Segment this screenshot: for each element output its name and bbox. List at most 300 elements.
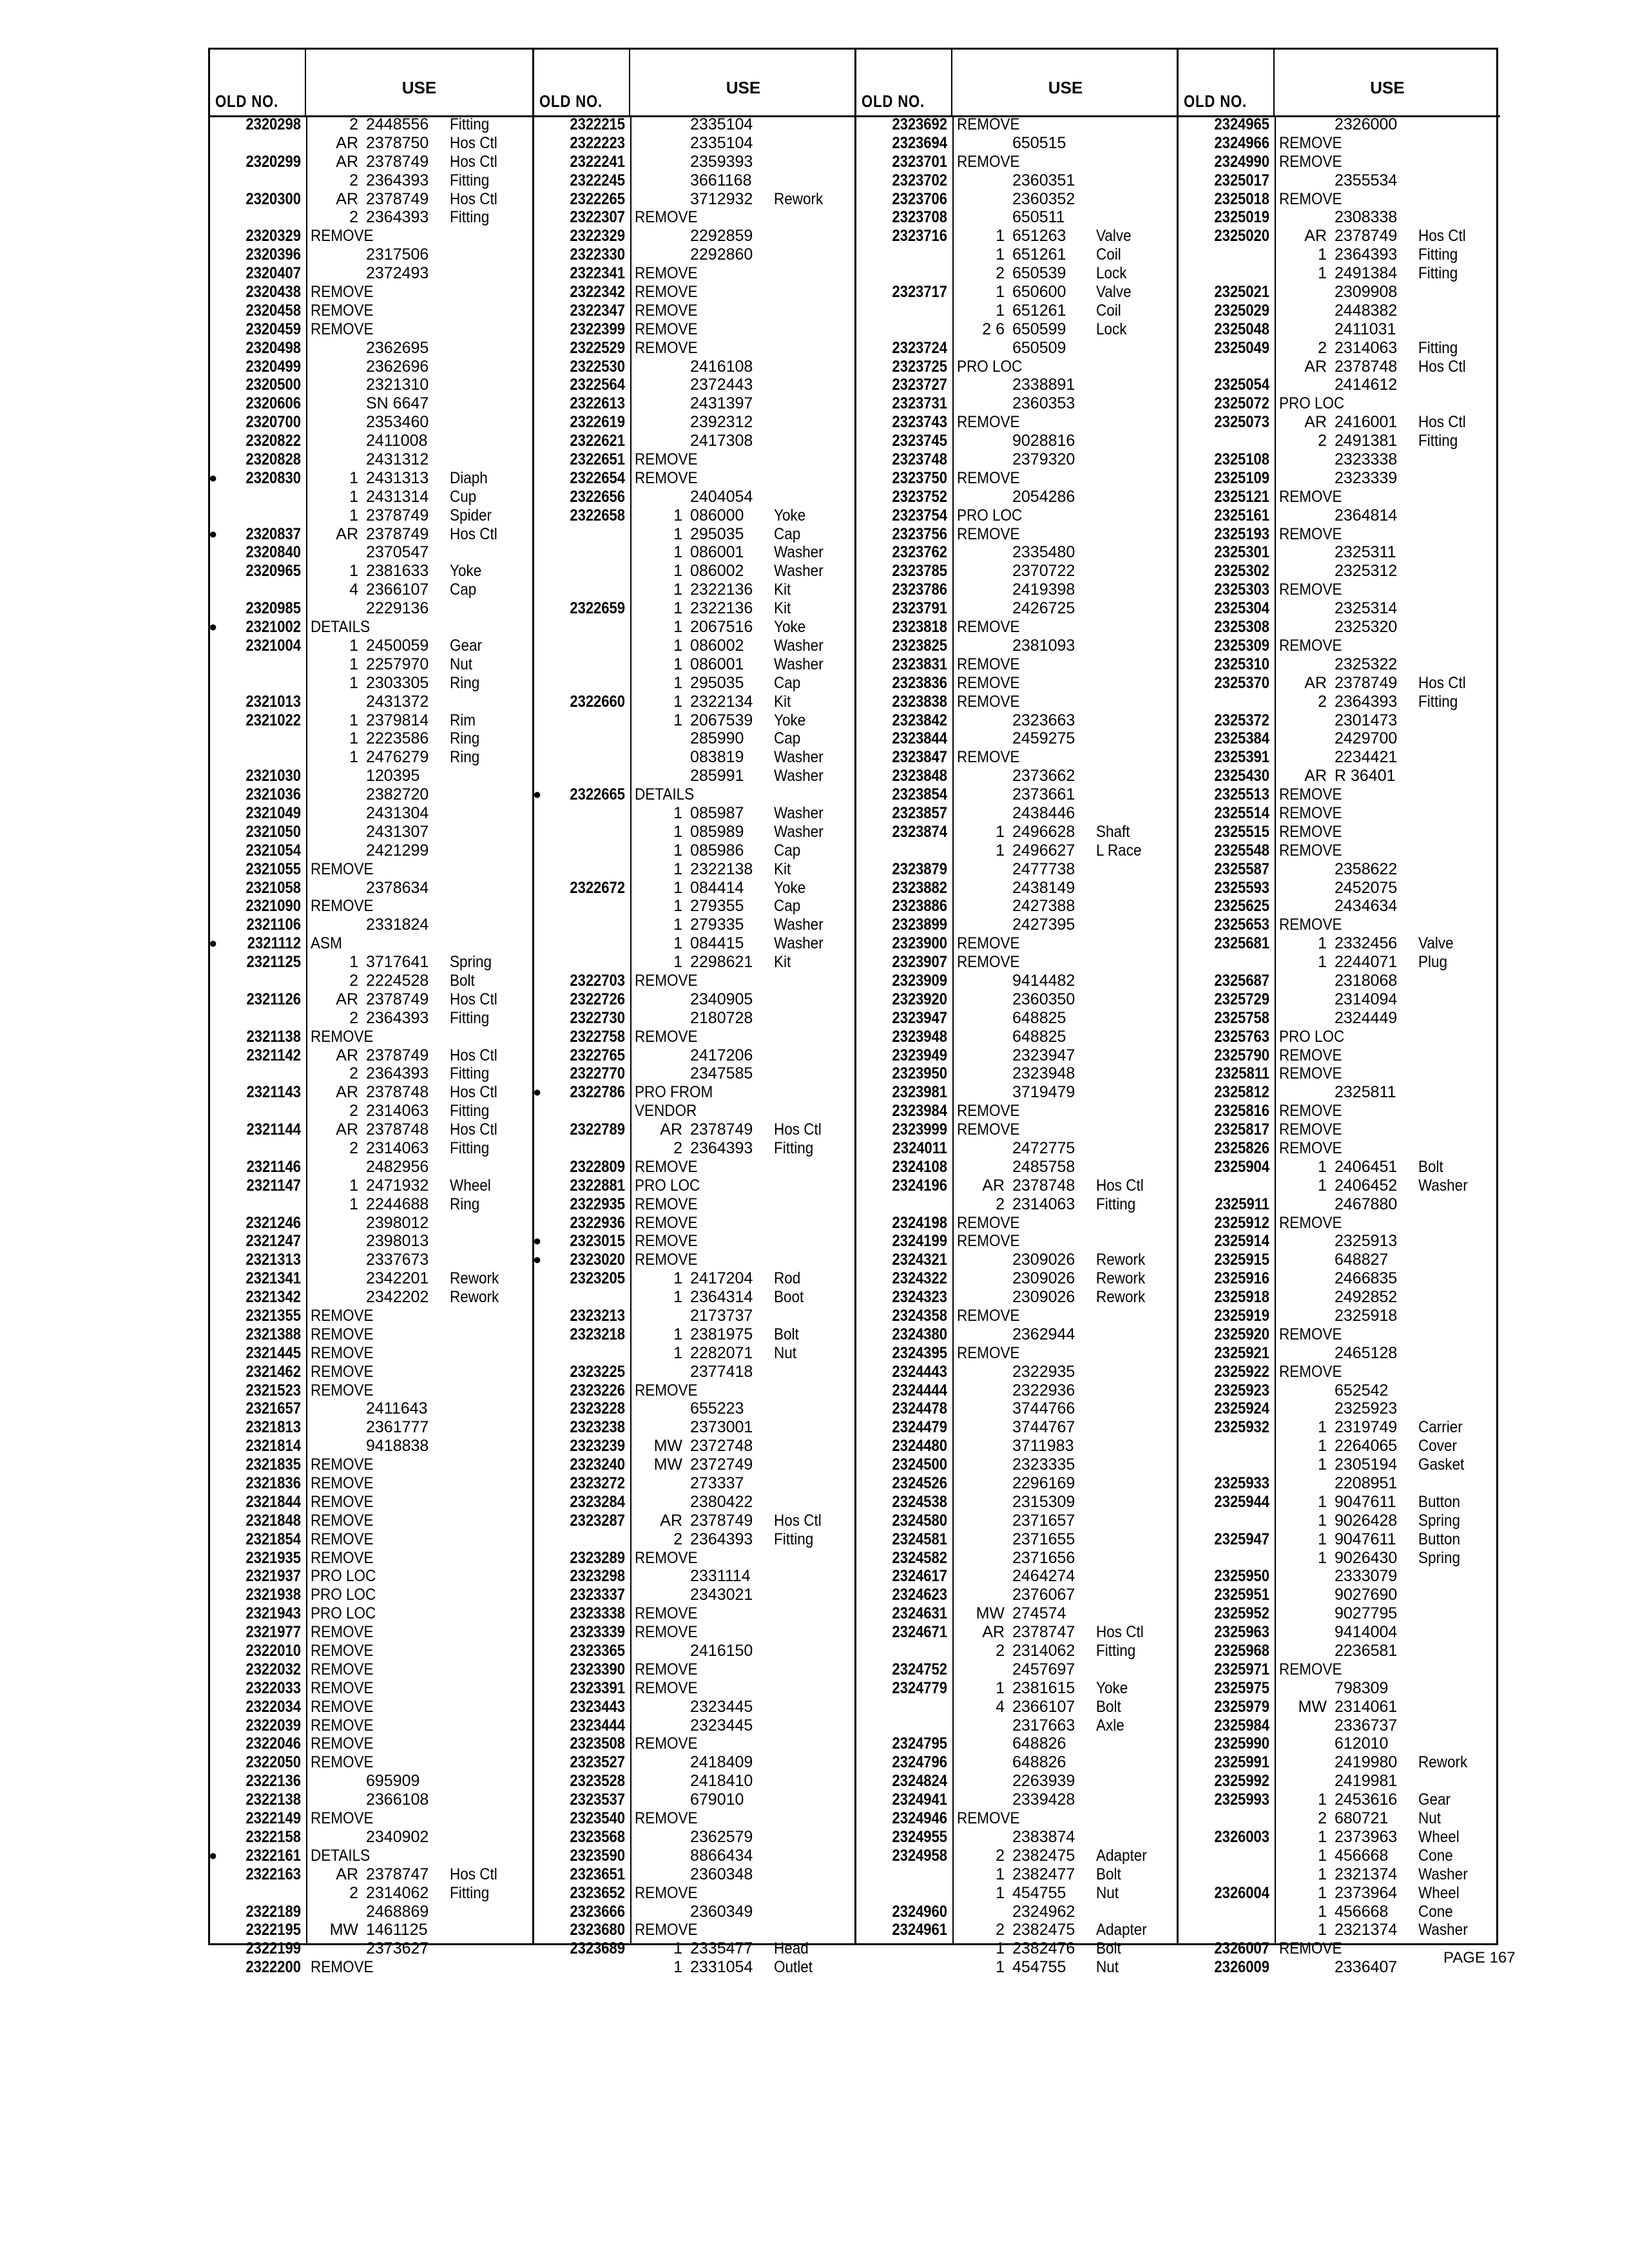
- quantity: 4: [996, 1697, 1005, 1716]
- quantity: 2: [996, 1642, 1005, 1660]
- old-number: 2321943: [246, 1604, 301, 1623]
- table-row: [210, 469, 532, 488]
- old-number: 2323540: [570, 1809, 625, 1828]
- old-number: 2325963: [1214, 1623, 1269, 1642]
- table-row: [534, 1399, 856, 1418]
- replacement-part-number: 2448382: [1335, 301, 1398, 320]
- table-row: [1179, 227, 1500, 245]
- table-row: [856, 1214, 1179, 1233]
- replacement-part-number: 648825: [1012, 1008, 1066, 1027]
- replacement-part-number: 2318068: [1335, 971, 1398, 990]
- replacement-part-number: 2301473: [1335, 711, 1398, 729]
- table-row: [534, 1809, 856, 1828]
- old-number: 2325193: [1214, 524, 1269, 543]
- part-description: Spider: [450, 506, 492, 524]
- replacement-part-number: 2296169: [1012, 1474, 1075, 1493]
- table-row: [1179, 1307, 1500, 1325]
- old-number: 2321835: [246, 1456, 301, 1474]
- replacement-part-number: 2448556: [366, 115, 429, 133]
- action-word: REMOVE: [1279, 803, 1342, 822]
- table-row: [534, 1623, 856, 1642]
- old-number: 2323909: [892, 971, 947, 990]
- table-row: [1179, 1921, 1500, 1939]
- table-row: [856, 1586, 1179, 1604]
- part-description: Valve: [1418, 934, 1454, 953]
- old-number: 2322672: [570, 878, 625, 897]
- table-row: [534, 1158, 856, 1177]
- quantity: 1: [673, 1958, 682, 1977]
- table-row: [856, 655, 1179, 674]
- table-row: [534, 171, 856, 190]
- table-row: [856, 693, 1179, 711]
- table-row: [856, 432, 1179, 450]
- old-number: 2321836: [246, 1474, 301, 1493]
- old-number: 2322619: [570, 413, 625, 432]
- old-number: 2320837: [246, 524, 301, 543]
- part-description: Kit: [774, 860, 791, 878]
- replacement-part-number: 3744766: [1012, 1399, 1075, 1418]
- table-row: [856, 488, 1179, 506]
- old-number: 2325072: [1214, 394, 1269, 413]
- old-number: 2324958: [892, 1846, 947, 1865]
- part-description: Hos Ctl: [1418, 227, 1466, 245]
- action-word: REMOVE: [311, 320, 374, 338]
- table-row: [534, 1828, 856, 1847]
- replacement-part-number: 2466835: [1335, 1269, 1398, 1288]
- old-number: 2323590: [570, 1846, 625, 1865]
- replacement-part-number: 2208951: [1335, 1474, 1398, 1493]
- action-word: REMOVE: [1279, 1046, 1342, 1064]
- column-2: [532, 50, 856, 1977]
- table-row: [856, 1679, 1179, 1698]
- old-number: 2322399: [570, 320, 625, 338]
- replacement-part-number: 086002: [690, 636, 744, 655]
- table-row: [210, 543, 532, 562]
- action-word: REMOVE: [311, 1753, 374, 1772]
- replacement-part-number: 2376067: [1012, 1586, 1075, 1604]
- old-number: 2325991: [1214, 1753, 1269, 1772]
- quantity: 1: [673, 711, 682, 729]
- replacement-part-number: 3717641: [366, 953, 429, 972]
- replacement-part-number: 2322136: [690, 599, 753, 618]
- replacement-part-number: 2431313: [366, 468, 429, 487]
- action-word: REMOVE: [311, 1660, 374, 1678]
- replacement-part-number: 085986: [690, 841, 744, 860]
- action-word: REMOVE: [957, 934, 1020, 953]
- action-word: REMOVE: [957, 1232, 1020, 1251]
- table-row: [210, 916, 532, 934]
- replacement-part-number: 2263939: [1012, 1772, 1075, 1791]
- table-row: [534, 1363, 856, 1381]
- part-description: Cup: [450, 487, 477, 506]
- table-row: [534, 1660, 856, 1679]
- quantity: AR: [336, 1046, 358, 1064]
- old-number: 2323337: [570, 1586, 625, 1604]
- table-row: [210, 115, 532, 134]
- action-word: REMOVE: [635, 1213, 698, 1232]
- table-row: [534, 748, 856, 767]
- replacement-part-number: 295035: [690, 673, 744, 692]
- table-row: [210, 413, 532, 432]
- old-number: 2325515: [1214, 822, 1269, 841]
- table-row: [534, 1939, 856, 1958]
- table-row: [1179, 1753, 1500, 1772]
- replacement-part-number: 2331824: [366, 916, 429, 934]
- old-number: 2322138: [246, 1791, 301, 1809]
- part-description: Yoke: [450, 562, 482, 581]
- old-number: 2323785: [892, 562, 947, 581]
- table-row: [1179, 469, 1500, 488]
- replacement-part-number: 2309908: [1335, 283, 1398, 302]
- part-description: Gear: [1418, 1791, 1451, 1809]
- table-row: [856, 245, 1179, 264]
- old-number: 2325944: [1214, 1492, 1269, 1511]
- table-row: [1179, 729, 1500, 748]
- old-number: 2320828: [246, 450, 301, 469]
- replacement-part-number: 2326000: [1335, 115, 1398, 133]
- table-row: [210, 785, 532, 804]
- use-header: USE: [1048, 78, 1083, 97]
- old-number: 2325513: [1214, 785, 1269, 804]
- replacement-part-number: 9028816: [1012, 432, 1075, 450]
- replacement-part-number: 086002: [690, 562, 744, 581]
- table-row: [856, 1158, 1179, 1177]
- quantity: 1: [673, 636, 682, 655]
- replacement-part-number: 2485758: [1012, 1157, 1075, 1176]
- table-row: [1179, 1046, 1500, 1065]
- old-number: 2322189: [246, 1902, 301, 1921]
- table-row: [534, 432, 856, 450]
- use-header-cell: [1275, 50, 1500, 115]
- table-row: [534, 729, 856, 748]
- replacement-part-number: 2373661: [1012, 785, 1075, 804]
- table-row: [1179, 1120, 1500, 1139]
- table-row: [534, 376, 856, 394]
- quantity: 1: [1318, 1492, 1327, 1511]
- quantity: 1: [1318, 1921, 1327, 1939]
- old-number: 2323948: [892, 1027, 947, 1046]
- action-word: REMOVE: [957, 1120, 1020, 1139]
- replacement-part-number: 2378748: [1012, 1176, 1075, 1195]
- old-number: 2325951: [1214, 1586, 1269, 1604]
- old-number: 2325758: [1214, 1008, 1269, 1027]
- quantity: 2: [349, 971, 358, 990]
- old-number: 2322200: [246, 1958, 301, 1977]
- table-row: [856, 1381, 1179, 1400]
- old-number: 2322529: [570, 338, 625, 357]
- old-number: 2323920: [892, 990, 947, 1008]
- replacement-part-number: 2229136: [366, 599, 429, 618]
- old-number: 2323754: [892, 506, 947, 524]
- replacement-part-number: 2342202: [366, 1288, 429, 1307]
- part-description: Bolt: [1418, 1157, 1443, 1176]
- action-word: REMOVE: [311, 1381, 374, 1399]
- table-row: [1179, 785, 1500, 804]
- table-row: [534, 208, 856, 227]
- table-row: [210, 879, 532, 898]
- old-number: 2325968: [1214, 1642, 1269, 1660]
- quantity: 1: [673, 1269, 682, 1288]
- table-row: [210, 1456, 532, 1474]
- table-row: [534, 115, 856, 134]
- old-number: 2325109: [1214, 468, 1269, 487]
- table-row: [534, 1418, 856, 1437]
- table-row: [210, 1660, 532, 1679]
- replacement-part-number: 2416108: [690, 357, 753, 376]
- action-word: PRO LOC: [311, 1567, 376, 1586]
- replacement-part-number: 285990: [690, 729, 744, 748]
- table-row: [210, 432, 532, 450]
- use-header-cell: [952, 50, 1179, 115]
- replacement-part-number: 2331054: [690, 1958, 753, 1977]
- part-description: Fitting: [1418, 338, 1458, 357]
- part-description: Kit: [774, 599, 791, 618]
- replacement-part-number: 2362696: [366, 357, 429, 376]
- old-number: 2325952: [1214, 1604, 1269, 1623]
- table-row: [1179, 1865, 1500, 1884]
- action-word: PRO LOC: [1279, 394, 1345, 413]
- table-row: [210, 1009, 532, 1028]
- old-number: 2324323: [892, 1288, 947, 1307]
- replacement-part-number: 2305194: [1335, 1456, 1398, 1474]
- replacement-part-number: 2325320: [1335, 618, 1398, 637]
- part-description: Cap: [774, 897, 801, 916]
- quantity: 1: [673, 1325, 682, 1343]
- table-row: [210, 1549, 532, 1568]
- old-number: 2325391: [1214, 748, 1269, 767]
- table-row: [534, 413, 856, 432]
- table-row: [1179, 1828, 1500, 1847]
- quantity: AR: [1304, 767, 1327, 785]
- replacement-part-number: 2431397: [690, 394, 753, 413]
- action-word: REMOVE: [1279, 1213, 1342, 1232]
- replacement-part-number: 2324449: [1335, 1008, 1398, 1027]
- action-word: REMOVE: [635, 208, 698, 227]
- old-number: 2323443: [570, 1697, 625, 1716]
- table-row: [210, 1735, 532, 1753]
- table-row: [534, 934, 856, 953]
- table-row: [210, 1214, 532, 1233]
- table-row: [534, 1865, 856, 1884]
- replacement-part-number: 2373627: [366, 1939, 429, 1958]
- old-number: 2323748: [892, 450, 947, 469]
- replacement-part-number: 652542: [1335, 1381, 1389, 1399]
- action-word: PRO FROM: [635, 1083, 713, 1102]
- table-row: [856, 1642, 1179, 1660]
- replacement-part-number: 083819: [690, 748, 744, 767]
- table-row: [210, 208, 532, 227]
- old-number: 2324941: [892, 1791, 947, 1809]
- page-number: PAGE 167: [1443, 1949, 1516, 1966]
- action-word: REMOVE: [957, 673, 1020, 692]
- part-description: Fitting: [1096, 1642, 1136, 1660]
- table-row: [1179, 1325, 1500, 1344]
- replacement-part-number: 086001: [690, 543, 744, 562]
- replacement-part-number: 2398012: [366, 1213, 429, 1232]
- replacement-part-number: 2378747: [1012, 1623, 1075, 1642]
- replacement-part-number: 2342201: [366, 1269, 429, 1288]
- old-number: 2323527: [570, 1753, 625, 1772]
- action-word: REMOVE: [1279, 1064, 1342, 1083]
- old-number: 2322039: [246, 1716, 301, 1735]
- replacement-part-number: 2360348: [690, 1865, 753, 1883]
- old-number: 2324478: [892, 1399, 947, 1418]
- table-row: [210, 1418, 532, 1437]
- quantity: 2: [349, 1008, 358, 1027]
- old-number: 2320840: [246, 543, 301, 562]
- action-word: DETAILS: [635, 785, 695, 804]
- action-word: REMOVE: [957, 692, 1020, 711]
- replacement-part-number: 650600: [1012, 283, 1066, 302]
- replacement-part-number: 2431304: [366, 803, 429, 822]
- old-no-header-cell: [534, 50, 630, 115]
- old-number: 2320458: [246, 301, 301, 320]
- quantity: 1: [349, 1195, 358, 1213]
- old-number: 2324946: [892, 1809, 947, 1828]
- table-row: [1179, 1642, 1500, 1660]
- old-number: 2325308: [1214, 618, 1269, 637]
- table-row: [210, 804, 532, 823]
- table-row: [1179, 525, 1500, 544]
- old-number: 2322665: [570, 785, 625, 804]
- table-row: [1179, 1195, 1500, 1214]
- part-description: Rod: [774, 1269, 801, 1288]
- old-number: 2323907: [892, 953, 947, 972]
- table-row: [210, 1399, 532, 1418]
- table-row: [1179, 450, 1500, 469]
- table-row: [534, 655, 856, 674]
- old-number: 2322651: [570, 450, 625, 469]
- replacement-part-number: 648827: [1335, 1251, 1389, 1269]
- table-row: [534, 1903, 856, 1921]
- part-description: Hos Ctl: [450, 990, 497, 1008]
- table-row: [534, 1958, 856, 1977]
- quantity: 1: [996, 822, 1005, 841]
- action-word: REMOVE: [957, 655, 1020, 673]
- replacement-part-number: 2333079: [1335, 1567, 1398, 1586]
- replacement-part-number: 2322935: [1012, 1362, 1075, 1381]
- replacement-part-number: 2317663: [1012, 1716, 1075, 1735]
- old-number: 2321112: [247, 934, 301, 953]
- part-description: Rework: [450, 1269, 499, 1288]
- table-row: [1179, 208, 1500, 227]
- table-row: [210, 1791, 532, 1809]
- replacement-part-number: 3661168: [690, 171, 752, 189]
- replacement-part-number: 086000: [690, 506, 744, 524]
- old-number: 2325975: [1214, 1678, 1269, 1697]
- table-row: [534, 1847, 856, 1865]
- quantity: 1: [673, 1939, 682, 1958]
- old-number: 2325029: [1214, 301, 1269, 320]
- replacement-part-number: 2321374: [1335, 1865, 1398, 1883]
- table-row: [856, 618, 1179, 637]
- old-number: 2325161: [1214, 506, 1269, 524]
- table-row: [856, 227, 1179, 245]
- quantity: 4: [349, 581, 358, 599]
- part-description: Hos Ctl: [1418, 413, 1466, 432]
- old-number: 2322347: [570, 301, 625, 320]
- bullet-icon: ●: [209, 935, 218, 952]
- old-number: 2322265: [570, 189, 625, 208]
- old-no-header: OLD NO.: [215, 91, 279, 111]
- quantity: 1: [349, 487, 358, 506]
- old-number: 2322195: [246, 1921, 301, 1939]
- old-number: 2321106: [246, 916, 301, 934]
- table-row: [210, 767, 532, 785]
- old-number: 2321138: [246, 1027, 301, 1046]
- replacement-part-number: 2360350: [1012, 990, 1075, 1008]
- table-row: [1179, 190, 1500, 209]
- replacement-part-number: 295035: [690, 524, 744, 543]
- replacement-part-number: 2450059: [366, 636, 429, 655]
- table-row: [534, 1456, 856, 1474]
- old-number: 2324580: [892, 1511, 947, 1530]
- quantity: 2 6: [982, 320, 1005, 338]
- table-row: [856, 1046, 1179, 1065]
- old-number: 2325073: [1214, 413, 1269, 432]
- replacement-part-number: 2459275: [1012, 729, 1075, 748]
- old-number: 2325370: [1214, 673, 1269, 692]
- action-word: REMOVE: [311, 1307, 374, 1325]
- table-row: [210, 339, 532, 358]
- replacement-part-number: 2370722: [1012, 562, 1075, 581]
- part-description: Boot: [774, 1288, 804, 1307]
- old-number: 2323391: [570, 1678, 625, 1697]
- action-word: REMOVE: [311, 1343, 374, 1362]
- table-row: [534, 1772, 856, 1791]
- replacement-part-number: 2323338: [1335, 450, 1398, 469]
- action-word: REMOVE: [957, 524, 1020, 543]
- part-description: Nut: [1096, 1883, 1119, 1902]
- action-word: REMOVE: [311, 1511, 374, 1530]
- table-row: [856, 972, 1179, 990]
- replacement-part-number: 2416001: [1335, 413, 1398, 432]
- old-number: 2322330: [570, 245, 625, 264]
- old-number: 2320498: [246, 338, 301, 357]
- part-description: Washer: [1418, 1176, 1468, 1195]
- table-row: [210, 1102, 532, 1120]
- old-number: 2322758: [570, 1027, 625, 1046]
- action-word: REMOVE: [635, 338, 698, 357]
- replacement-part-number: 2379814: [366, 711, 429, 729]
- replacement-part-number: 648826: [1012, 1735, 1066, 1753]
- old-number: 2322199: [246, 1939, 301, 1958]
- quantity: 1: [349, 673, 358, 692]
- part-description: Carrier: [1418, 1418, 1463, 1437]
- action-word: REMOVE: [311, 1492, 374, 1511]
- table-row: [534, 134, 856, 153]
- replacement-part-number: 2411008: [366, 432, 428, 450]
- quantity: 2: [349, 1883, 358, 1902]
- old-number: 2323651: [570, 1865, 625, 1883]
- table-row: [856, 1958, 1179, 1977]
- old-number: 2323947: [892, 1008, 947, 1027]
- quantity: MW: [1298, 1697, 1327, 1716]
- old-number: 2324779: [892, 1678, 947, 1697]
- quantity: 1: [349, 1176, 358, 1195]
- replacement-part-number: 2340902: [366, 1827, 429, 1846]
- replacement-part-number: 2292859: [690, 227, 753, 245]
- part-description: Ring: [450, 673, 480, 692]
- replacement-part-number: 2364393: [1335, 692, 1398, 711]
- old-number: 2322621: [570, 432, 625, 450]
- old-number: 2324960: [892, 1902, 947, 1921]
- replacement-part-number: 2292860: [690, 245, 753, 264]
- table-row: [1179, 1418, 1500, 1437]
- table-row: [210, 1474, 532, 1493]
- old-number: 2323879: [892, 860, 947, 878]
- table-row: [1179, 1884, 1500, 1903]
